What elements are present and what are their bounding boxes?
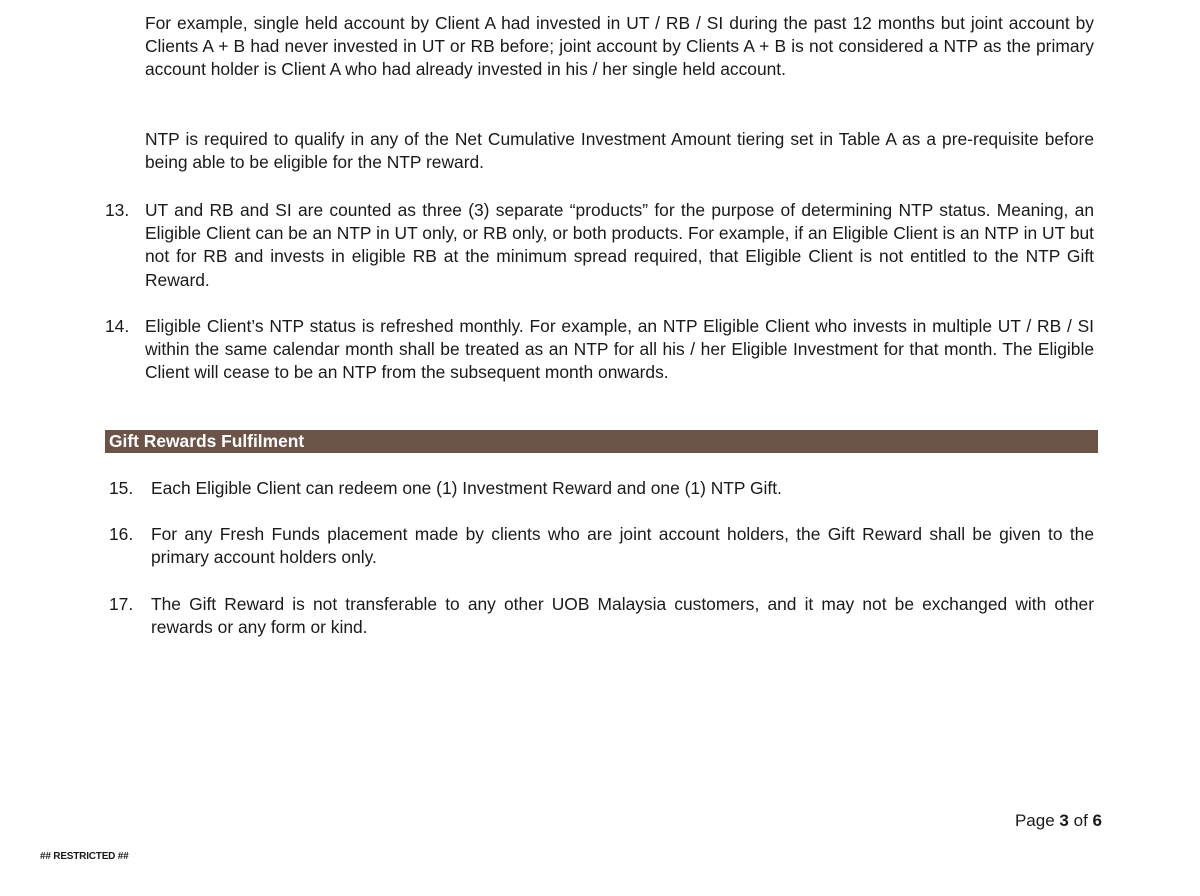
clause-number: 13. [105,200,130,220]
clause-text: Eligible Client’s NTP status is refreshed monthly. For example, an NTP Eligible Client who invests in multiple UT / RB / SI within the same calendar month shall be treated as an NTP for all his / her Eligible Investment for that month. The Eligible Client will cease to be an NTP from the subsequent month onwards. [145,316,1094,383]
clause-number: 15. [109,478,134,498]
clause-number: 16. [109,524,134,544]
clause-15 [109,477,1094,500]
page-label: Page [1014,811,1055,830]
example-paragraph: For example, single held account by Client A had invested in UT / RB / SI during the past 12 months but joint account by Clients A + B had never invested in UT or RB before; joint account by Clients A + B is not considered a NTP as the primary account holder is Client A who had already invested in his / her single held account. [145,13,1094,80]
clause-16 [109,523,1094,569]
page-of: of [1073,811,1088,830]
section-header-gift-rewards: Gift Rewards Fulfilment [105,430,1098,453]
clause-14 [105,315,1094,385]
page-number [1015,810,1102,832]
clause-text: Each Eligible Client can redeem one (1) Investment Reward and one (1) NTP Gift. [151,478,782,498]
clause-text: The Gift Reward is not transferable to any other UOB Malaysia customers, and it may not be exchanged with other rewards or any form or kind. [151,594,1094,638]
classification-label: ## RESTRICTED ## [40,851,129,862]
ntp-requirement-paragraph: NTP is required to qualify in any of the Net Cumulative Investment Amount tiering set in Table A as a pre-requisite before being able to be eligible for the NTP reward. [145,129,1094,173]
page-current: 3 [1059,811,1069,830]
clause-13 [105,199,1094,292]
clause-number: 14. [105,316,130,336]
page-total: 6 [1092,811,1102,830]
clause-text: For any Fresh Funds placement made by clients who are joint account holders, the Gift Reward shall be given to the primary account holders only. [151,524,1094,568]
clause-text: UT and RB and SI are counted as three (3) separate “products” for the purpose of determining NTP status. Meaning, an Eligible Client can be an NTP in UT only, or RB only, or both products. For example, if an Eligible Client is an NTP in UT but not for RB and invests in eligible RB at the minimum spread required, that Eligible Client is not entitled to the NTP Gift Reward. [145,200,1094,290]
clause-number: 17. [109,594,134,614]
clause-17 [109,593,1094,639]
